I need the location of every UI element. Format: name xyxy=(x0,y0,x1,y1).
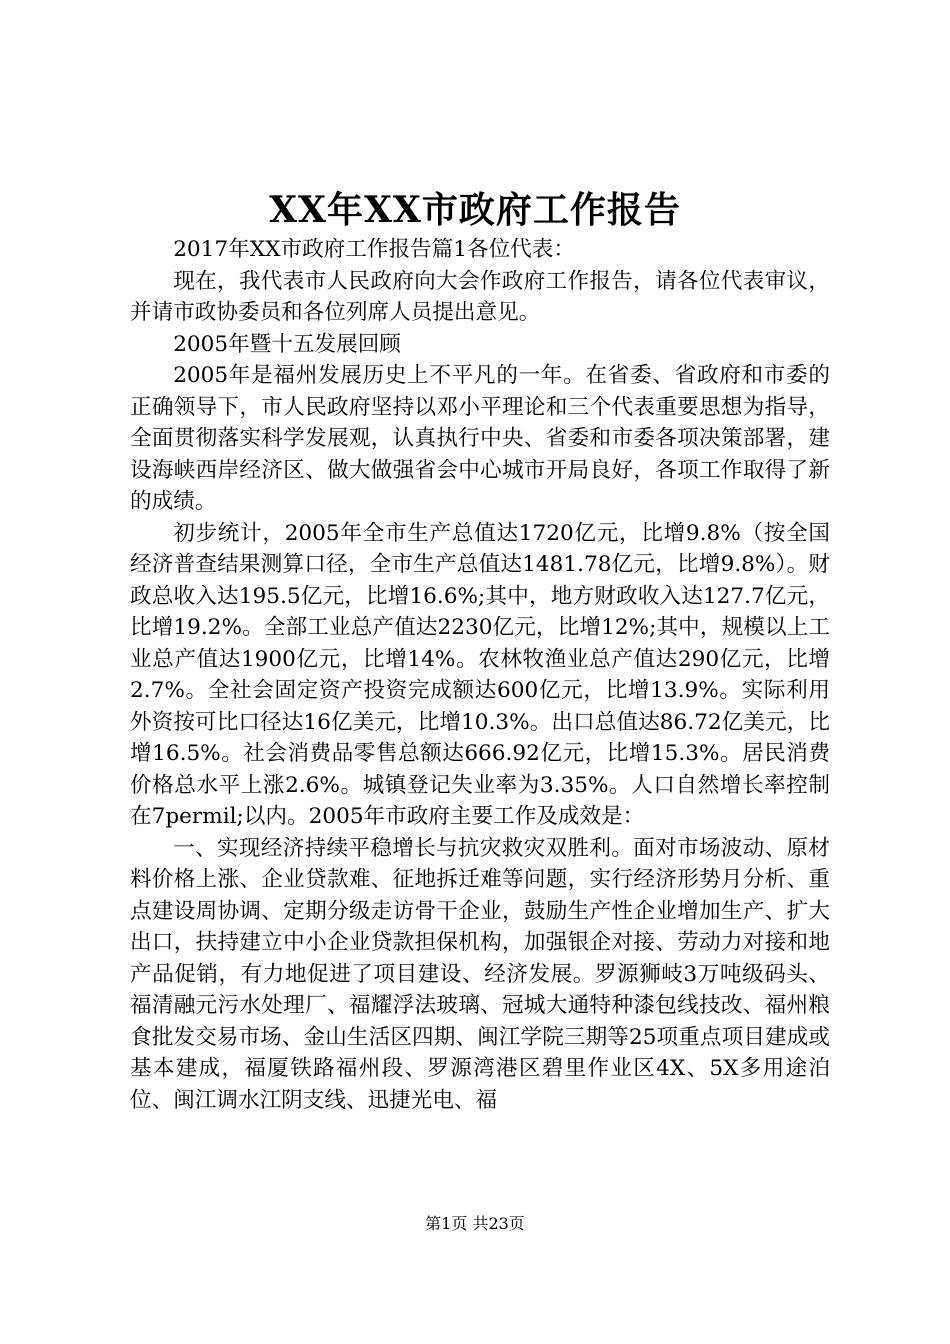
page-number-footer: 第1页 共23页 xyxy=(425,1214,525,1233)
document-body xyxy=(130,234,830,1116)
document-title: XX年XX市政府工作报告 xyxy=(269,189,681,231)
section-heading: 2005年暨十五发展回顾 xyxy=(173,331,401,357)
paragraph-intro: 现在，我代表市人民政府向大会作政府工作报告，请各位代表审议，并请市政协委员和各位列席人员提出意见。 xyxy=(130,268,830,325)
paragraph-greeting: 2017年XX市政府工作报告篇1各位代表： xyxy=(173,237,575,262)
paragraph-section-one: 一、实现经济持续平稳增长与抗灾救灾双胜利。面对市场波动、原材料价格上涨、企业贷款难、征地拆迁难等问题，实行经济形势月分析、重点建设周协调、定期分级走访骨干企业，鼓励生产性企业增加生产、扩大出口，扶持建立中小企业贷款担保机构，加强银企对接、劳动力对接和地产品促销，有力地促进了项目建设、经济发展。罗源狮岐3万吨级码头、福清融元污水处理厂、福耀浮法玻璃、冠城大通特种漆包线技改、福州粮食批发交易市场、金山生活区四期、闽江学院三期等25项重点项目建成或基本建成，福厦铁路福州段、罗源湾港区碧里作业区4X、5X多用途泊位、闽江调水江阴支线、迅捷光电、福 xyxy=(130,835,830,1113)
paragraph-review: 2005年是福州发展历史上不平凡的一年。在省委、省政府和市委的正确领导下，市人民政府坚持以邓小平理论和三个代表重要思想为指导，全面贯彻落实科学发展观，认真执行中央、省委和市委各项决策部署，建设海峡西岸经济区、做大做强省会中心城市开局良好，各项工作取得了新的成绩。 xyxy=(130,363,830,514)
paragraph-statistics: 初步统计，2005年全市生产总值达1720亿元，比增9.8%（按全国经济普查结果测算口径，全市生产总值达1481.78亿元，比增9.8%）。财政总收入达195.5亿元，比增16.6%;其中，地方财政收入达127.7亿元，比增19.2%。全部工业总产值达2230亿元，比增12%;其中，规模以上工业总产值达1900亿元，比增14%。农林牧渔业总产值达290亿元，比增2.7%。全社会固定资产投资完成额达600亿元，比增13.9%。实际利用外资按可比口径达16亿美元，比增10.3%。出口总值达86.72亿美元，比增16.5%。社会消费品零售总额达666.92亿元，比增15.3%。居民消费价格总水平上涨2.6%。城镇登记失业率为3.35%。人口自然增长率控制在7permil;以内。2005年市政府主要工作及成效是： xyxy=(130,520,830,829)
